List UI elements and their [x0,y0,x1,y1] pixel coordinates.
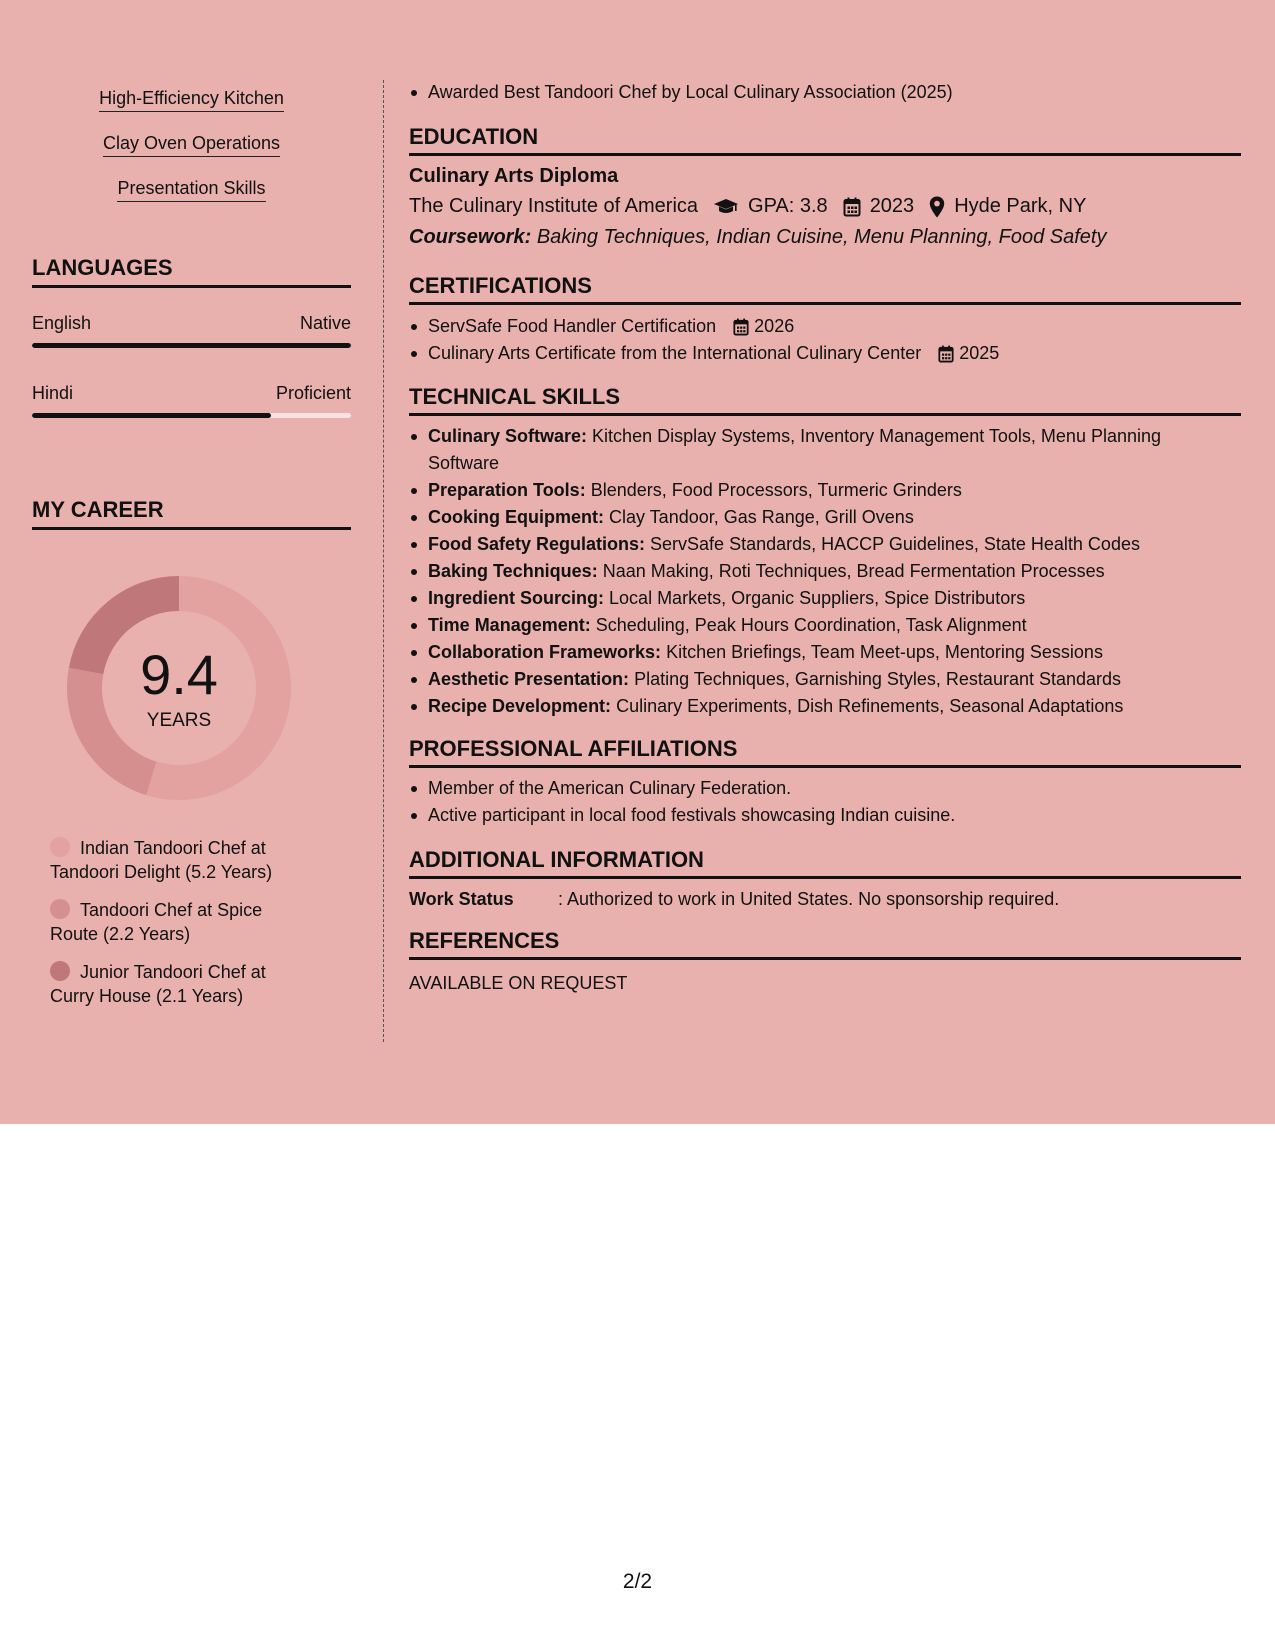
calendar-icon [843,197,861,217]
location-pin-icon [929,196,945,218]
skill-detail: Local Markets, Organic Suppliers, Spice Distributors [609,588,1026,608]
education-heading: EDUCATION [409,124,1241,156]
skill-detail: Clay Tandoor, Gas Range, Grill Ovens [609,507,914,527]
language-level: Proficient [275,383,351,403]
skill-category: Recipe Development: [428,696,612,716]
list-item: Culinary Arts Certificate from the International Culinary Center 2025 [409,340,1229,367]
coursework-label: Coursework: [409,226,532,248]
school-location: Hyde Park, NY [954,195,1087,217]
legend-dot [50,899,70,919]
skill-category: Collaboration Frameworks: [428,642,662,662]
additional-info-heading: ADDITIONAL INFORMATION [409,847,1241,879]
work-status-row [409,889,1059,910]
skill-category: Ingredient Sourcing: [428,588,605,608]
awards-list [409,79,1229,106]
graduation-year: 2023 [869,195,915,217]
career-legend-item: Indian Tandoori Chef at Tandoori Delight (5.2 Years) [50,838,273,882]
skill-category: Food Safety Regulations: [428,534,646,554]
skill-item [409,666,1229,693]
language-bar [32,343,351,348]
degree-title: Culinary Arts Diploma [409,165,619,187]
list-item: Awarded Best Tandoori Chef by Local Culinary Association (2025) [409,79,1229,106]
skill-category: Cooking Equipment: [428,507,604,527]
affiliations-list [409,775,1229,829]
skill-tag: Clay Oven Operations [32,133,351,157]
references-heading: REFERENCES [409,928,1241,960]
language-bar [32,413,351,418]
skill-item [409,639,1229,666]
language-bar-fill [32,413,271,418]
skill-category: Preparation Tools: [428,480,586,500]
references-text: AVAILABLE ON REQUEST [409,973,628,993]
work-status-value: : Authorized to work in United States. No sponsorship required. [558,889,1060,909]
gpa: GPA: 3.8 [748,195,828,217]
work-status-label: Work Status [409,889,514,909]
education-details [409,195,1086,218]
affiliations-heading: PROFESSIONAL AFFILIATIONS [409,736,1241,768]
skill-detail: ServSafe Standards, HACCP Guidelines, State Health Codes [650,534,1140,554]
skill-tag: Presentation Skills [32,178,351,202]
cert-year: 2026 [754,316,795,336]
list-item: ServSafe Food Handler Certification 2026 [409,313,1229,340]
language-row [32,383,351,404]
list-item: Member of the American Culinary Federation. [409,775,1229,802]
skill-tag: High-Efficiency Kitchen [32,88,351,112]
page-number: 2/2 [622,1570,653,1593]
skill-detail: Plating Techniques, Garnishing Styles, Restaurant Standards [634,669,1122,689]
skill-category: Aesthetic Presentation: [428,669,630,689]
graduation-cap-icon [713,197,739,217]
skill-category: Culinary Software: [428,426,588,446]
certifications-heading: CERTIFICATIONS [409,273,1241,305]
cert-year: 2025 [959,343,1000,363]
skill-item [409,423,1229,477]
calendar-icon [733,318,749,336]
skill-item [409,558,1229,585]
skill-detail: Scheduling, Peak Hours Coordination, Task Alignment [595,615,1027,635]
skill-item [409,585,1229,612]
technical-skills-heading: TECHNICAL SKILLS [409,384,1241,416]
certifications-list [409,313,1229,367]
list-item: Active participant in local food festivals showcasing Indian cuisine. [409,802,1229,829]
career-donut [66,575,292,801]
skill-detail: Culinary Experiments, Dish Refinements, Seasonal Adaptations [616,696,1124,716]
language-level: Native [299,313,351,333]
skill-detail: Blenders, Food Processors, Turmeric Grinders [590,480,962,500]
skill-item [409,531,1229,558]
career-total: 9.4 [140,643,218,706]
language-bar-fill [32,343,351,348]
skill-detail: Kitchen Display Systems, Inventory Management Tools, Menu Planning Software [428,426,1162,473]
coursework [409,226,1106,249]
technical-skills-list [409,423,1229,720]
skill-detail: Kitchen Briefings, Team Meet-ups, Mentoring Sessions [666,642,1103,662]
skill-category: Time Management: [428,615,591,635]
skill-category: Baking Techniques: [428,561,598,581]
skill-item [409,612,1229,639]
career-unit: YEARS [146,710,212,731]
legend-dot [50,837,70,857]
career-legend-item: Junior Tandoori Chef at Curry House (2.1 Years) [50,962,266,1006]
languages-heading: LANGUAGES [32,255,351,288]
language-name: Hindi [32,383,74,403]
career-heading: MY CAREER [32,497,351,530]
language-name: English [32,313,92,333]
skill-item [409,693,1229,720]
career-legend-item: Tandoori Chef at Spice Route (2.2 Years) [50,900,263,944]
column-divider [383,80,384,1042]
skill-item [409,477,1229,504]
school-name: The Culinary Institute of America [409,195,699,217]
legend-dot [50,961,70,981]
skill-detail: Naan Making, Roti Techniques, Bread Fermentation Processes [602,561,1105,581]
calendar-icon [938,345,954,363]
language-row [32,313,351,334]
skill-item [409,504,1229,531]
coursework-list: Baking Techniques, Indian Cuisine, Menu Planning, Food Safety [536,226,1107,248]
